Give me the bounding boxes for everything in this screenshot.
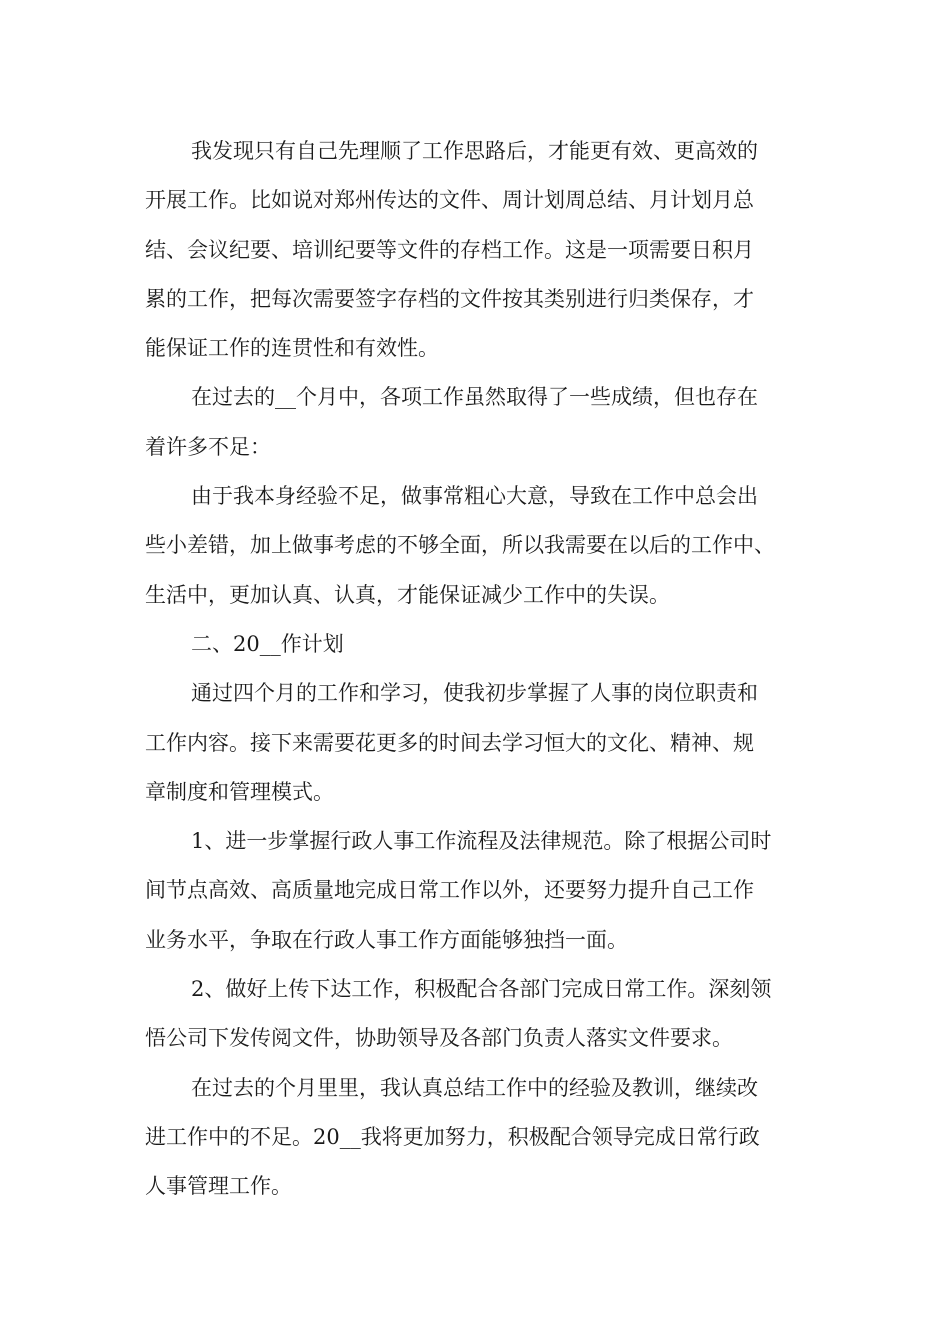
text-line: 工作内容。接下来需要花更多的时间去学习恒大的文化、精神、规 (145, 730, 754, 755)
text-line: 能保证工作的连贯性和有效性。 (145, 336, 439, 361)
section-heading (145, 620, 815, 669)
text-line: 累的工作，把每次需要签字存档的文件按其类别进行归类保存，才 (145, 286, 754, 311)
paragraph-2 (145, 373, 815, 472)
paragraph-6 (145, 965, 815, 1064)
text-line: 1、进一步掌握行政人事工作流程及法律规范。除了根据公司时 (191, 829, 772, 854)
paragraph-7 (145, 1064, 815, 1212)
text-line: 着许多不足： (145, 434, 271, 459)
text-line: 进工作中的不足。20__我将更加努力，积极配合领导完成日常行政 (145, 1124, 760, 1149)
paragraph-1 (145, 127, 815, 373)
text-line: 开展工作。比如说对郑州传达的文件、周计划周总结、月计划月总 (145, 188, 754, 213)
text-line: 在过去的个月里里，我认真总结工作中的经验及教训，继续改 (191, 1075, 758, 1100)
text-line: 业务水平，争取在行政人事工作方面能够独挡一面。 (145, 927, 628, 952)
text-line: 生活中，更加认真、认真，才能保证减少工作中的失误。 (145, 582, 670, 607)
paragraph-3 (145, 472, 815, 620)
text-line: 间节点高效、高质量地完成日常工作以外，还要努力提升自己工作 (145, 878, 754, 903)
text-line: 人事管理工作。 (145, 1174, 292, 1199)
text-line: 在过去的__个月中，各项工作虽然取得了一些成绩，但也存在 (191, 385, 758, 410)
text-line: 结、会议纪要、培训纪要等文件的存档工作。这是一项需要日积月 (145, 237, 754, 262)
text-line: 悟公司下发传阅文件，协助领导及各部门负责人落实文件要求。 (145, 1026, 733, 1051)
document-body (145, 127, 815, 1212)
text-line: 我发现只有自己先理顺了工作思路后，才能更有效、更高效的 (191, 139, 758, 163)
paragraph-5 (145, 817, 815, 965)
text-line: 由于我本身经验不足，做事常粗心大意，导致在工作中总会出 (191, 484, 758, 509)
text-line: 通过四个月的工作和学习，使我初步掌握了人事的岗位职责和 (191, 681, 758, 706)
text-line: 章制度和管理模式。 (145, 779, 334, 804)
text-line: 些小差错，加上做事考虑的不够全面，所以我需要在以后的工作中、 (145, 533, 775, 558)
paragraph-4 (145, 669, 815, 817)
section-heading-text: 二、20__作计划 (191, 631, 344, 656)
text-line: 2、做好上传下达工作，积极配合各部门完成日常工作。深刻领 (191, 977, 772, 1002)
